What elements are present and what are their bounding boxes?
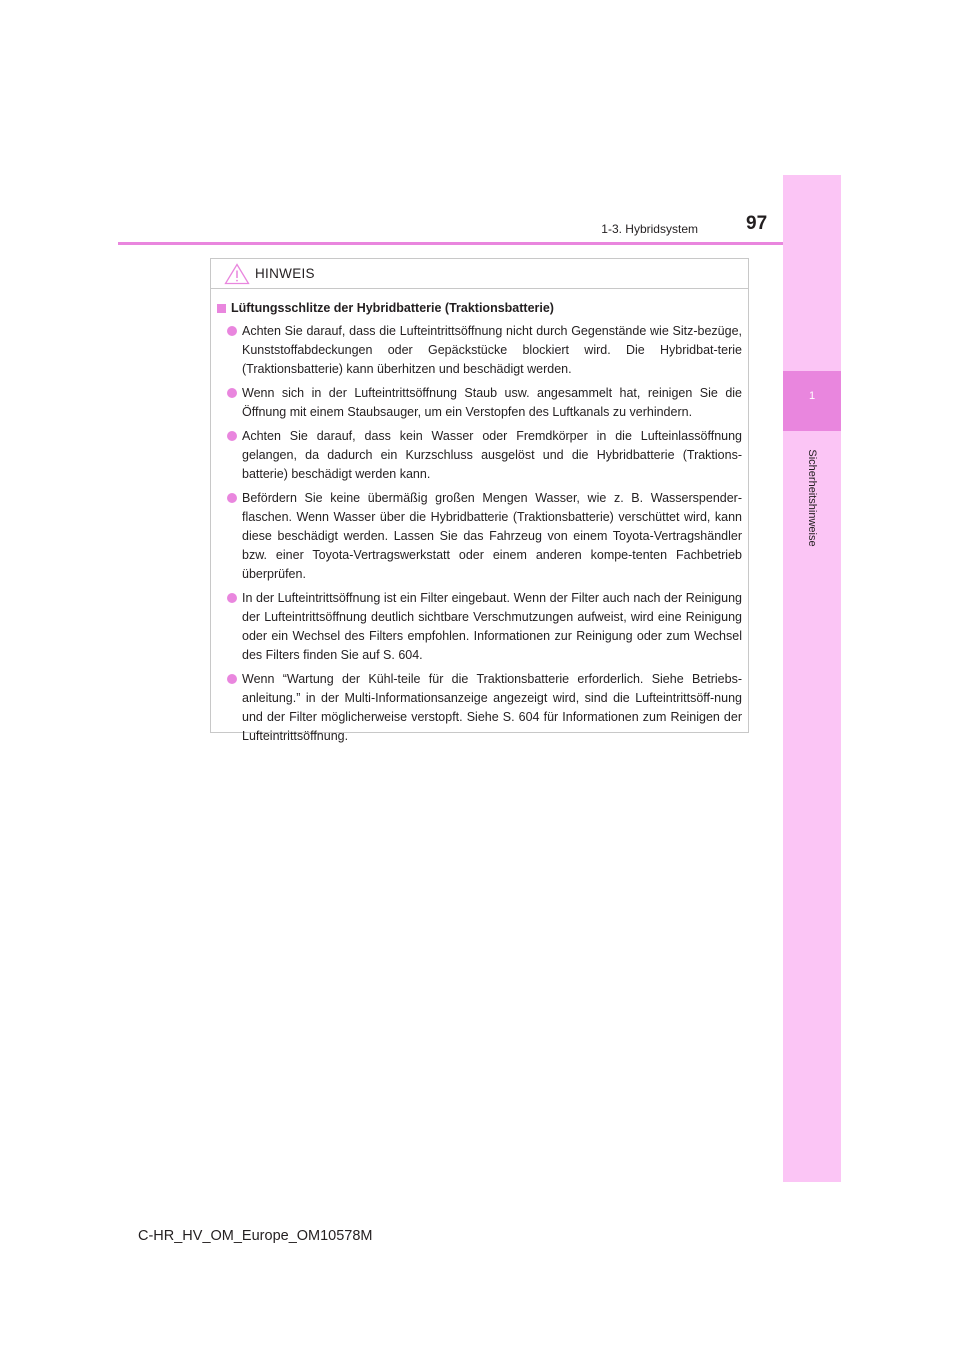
list-item-text: Wenn “Wartung der Kühl-teile für die Traktionsbatterie erforderlich. Siehe Betriebs-anleitung.” in der Multi-Informationsanzeige angezeigt wird, sind die Lufteintrittsöff-nung und der Filter möglicherweise verstopft. Siehe S. 604 für Informationen zum Reinigen der Lufteintrittsöffnung. (242, 672, 742, 743)
document-code: C-HR_HV_OM_Europe_OM10578M (138, 1228, 373, 1244)
notice-box (210, 258, 749, 743)
bullet-dot-icon (227, 593, 237, 603)
bullet-dot-icon (227, 431, 237, 441)
list-item (217, 489, 742, 584)
page-number: 97 (746, 213, 768, 234)
list-item-text: Befördern Sie keine übermäßig großen Mengen Wasser, wie z. B. Wasserspender-flaschen. Wenn Wasser über die Hybridbatterie (Traktionsbatterie) verschüttet wird, kann diese beschädigt werden. Lassen Sie das Fahrzeug von einem Toyota-Vertragshändler bzw. einer Toyota-Vertragswerkstatt oder einem anderen kompe-tenten Fachbetrieb überprüfen. (242, 491, 742, 581)
list-item-text: Wenn sich in der Lufteintrittsöffnung Staub usw. angesammelt hat, reinigen Sie die Öffnung mit einem Staubsauger, um ein Verstopfen des Luftkanals zu verhindern. (242, 386, 742, 419)
section-title: 1-3. Hybridsystem (601, 222, 698, 236)
bullet-dot-icon (227, 326, 237, 336)
list-item-text: Achten Sie darauf, dass die Lufteintrittsöffnung nicht durch Gegenstände wie Sitz-bezüge, Kunststoffabdeckungen oder Gepäckstücke blockiert wird. Die Hybridbat-terie (Traktionsbatterie) kann überhitzen und beschädigt werden. (242, 324, 742, 376)
list-item-text: Achten Sie darauf, dass kein Wasser oder Fremdkörper in die Lufteinlassöffnung gelangen, da dadurch ein Kurzschluss ausgelöst und die Hybridbatterie (Traktions-batterie) beschädigt werden kann. (242, 429, 742, 481)
chapter-side-tab (783, 175, 841, 1182)
bullet-dot-icon (227, 493, 237, 503)
square-bullet-icon (217, 304, 226, 313)
header-rule (118, 242, 783, 245)
notice-header (211, 259, 748, 289)
bullet-dot-icon (227, 388, 237, 398)
list-item (217, 427, 742, 484)
chapter-number: 1 (808, 390, 816, 402)
subheading-text: Lüftungsschlitze der Hybridbatterie (Traktionsbatterie) (231, 301, 554, 315)
notice-title: HINWEIS (255, 266, 315, 281)
list-item-text: In der Lufteintrittsöffnung ist ein Filter eingebaut. Wenn der Filter auch nach der Reinigung der Lufteintrittsöffnung deutlich sichtbare Verschmutzungen aufweist, wird eine Reinigung oder ein Wechsel des Filters empfohlen. Informationen zur Reinigung oder zum Wechsel des Filters finden Sie auf S. 604. (242, 591, 742, 662)
chapter-label: Sicherheitshinweise (806, 449, 818, 547)
list-item (217, 384, 742, 422)
warning-triangle-icon (224, 263, 250, 285)
bullet-dot-icon (227, 674, 237, 684)
notice-subheading (217, 301, 742, 315)
list-item (217, 670, 742, 746)
list-item (217, 322, 742, 379)
notice-body (211, 289, 748, 746)
list-item (217, 589, 742, 665)
